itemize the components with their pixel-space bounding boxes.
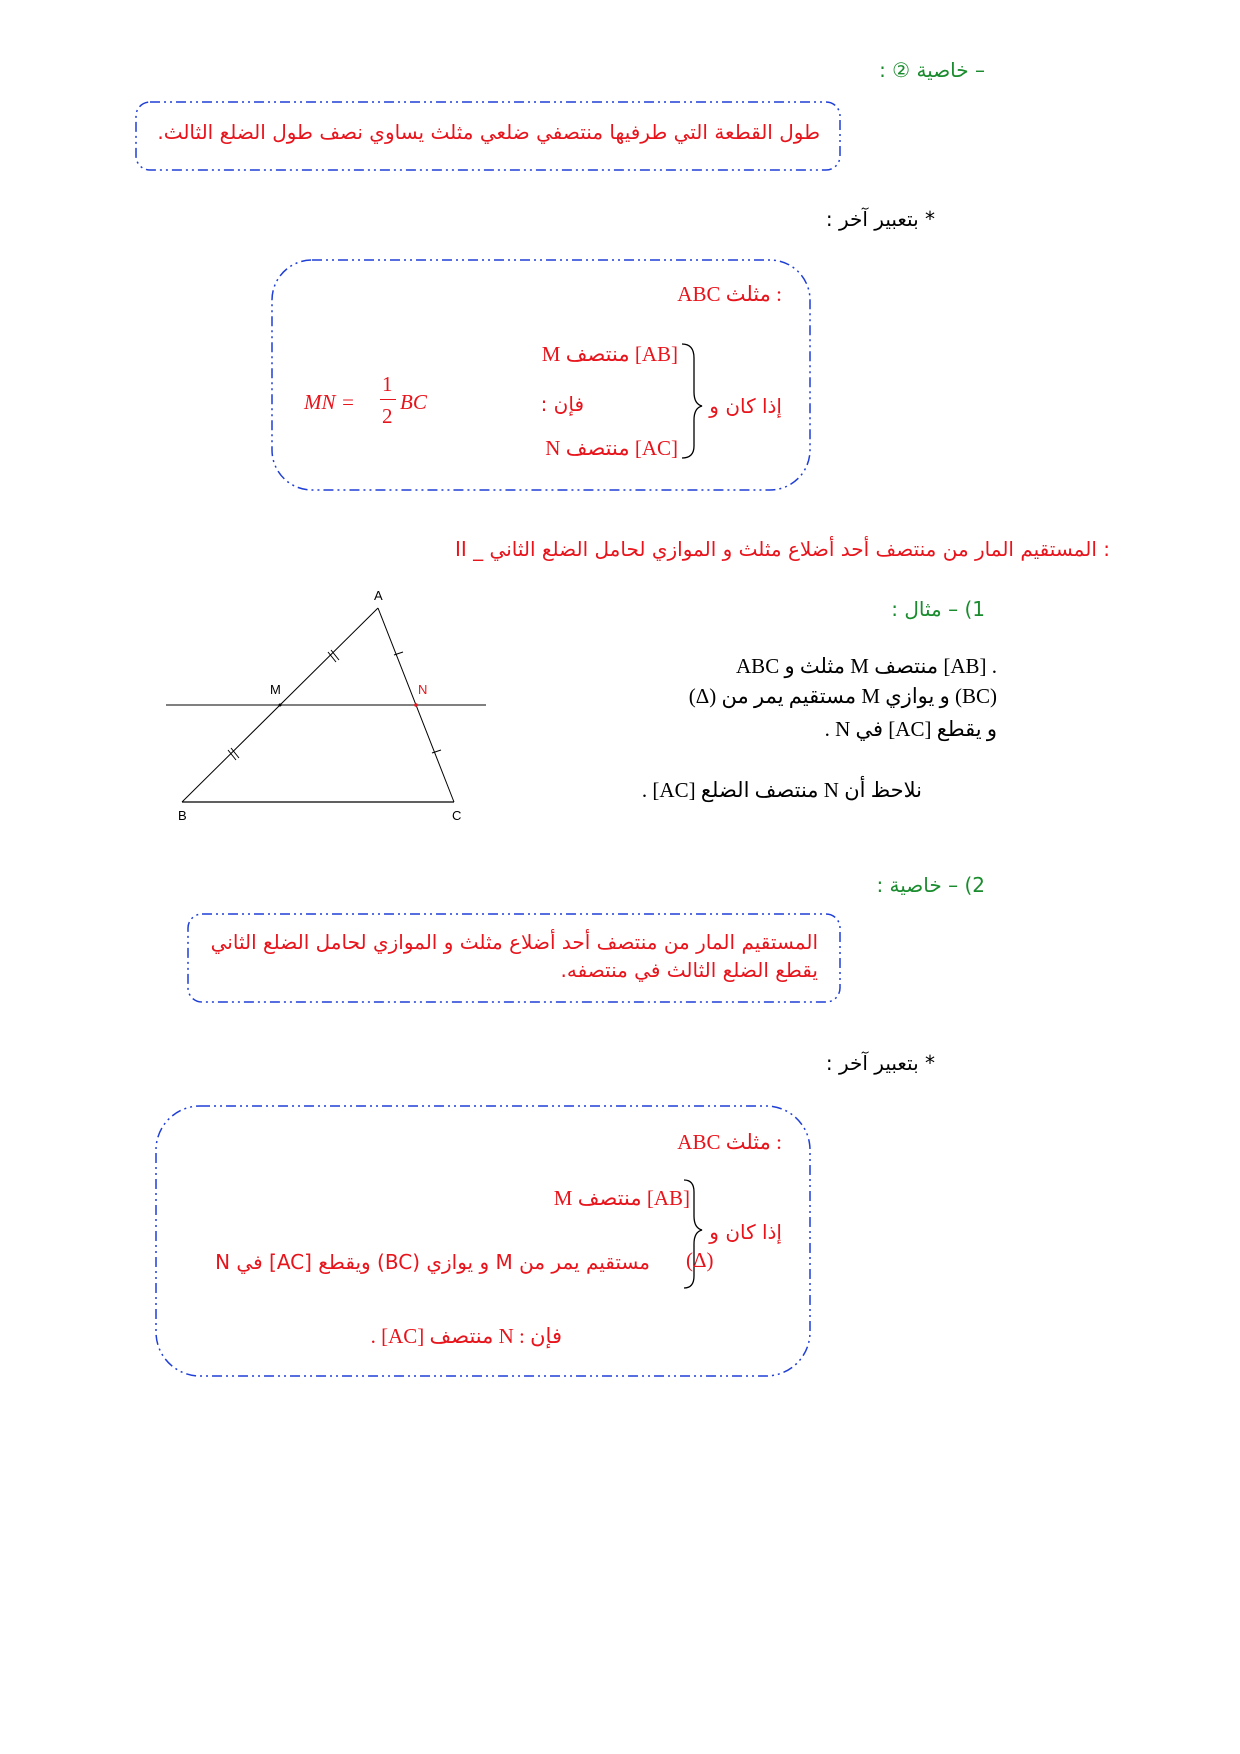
condition-n-midpoint: N منتصف [AC]	[545, 436, 678, 460]
given-triangle-1: ABC مثلث :	[677, 282, 782, 306]
conclusion-2: فإن : N منتصف [AC] .	[370, 1324, 562, 1348]
observation-note: نلاحظ أن N منتصف الضلع [AC] .	[641, 778, 922, 802]
example-line-1: ABC مثلث و M منتصف [AB] .	[736, 654, 997, 678]
example-line-2: (Δ) مستقيم يمر من M و يوازي (BC)	[688, 684, 997, 708]
section-ii-title: II _ المستقيم المار من منتصف أحد أضلاع مثلث و الموازي لحامل الضلع الثاني :	[455, 537, 1110, 561]
then-label-1: فإن :	[540, 392, 584, 416]
property-text-2-line2: يقطع الضلع الثالث في منتصفه.	[560, 958, 818, 982]
fraction-numerator: 1	[382, 372, 393, 396]
if-label-1: إذا كان و	[709, 394, 782, 418]
label-b: B	[178, 808, 187, 823]
property-text-1: طول القطعة التي طرفيها منتصفي ضلعي مثلث يساوي نصف طول الضلع الثالث.	[157, 120, 820, 144]
property-frame-1	[134, 100, 842, 172]
condition-m-midpoint: M منتصف [AB]	[541, 342, 678, 366]
label-n: N	[418, 682, 428, 697]
fraction-bar	[380, 399, 396, 400]
fraction-denominator: 2	[382, 404, 393, 428]
property-heading-2: – خاصية ② :	[879, 58, 985, 82]
example-line-3: و يقطع [AC] في N .	[824, 717, 997, 741]
given-triangle-2: ABC مثلث :	[677, 1130, 782, 1154]
statement-frame-2	[154, 1104, 812, 1378]
property-frame-2	[186, 912, 842, 1004]
other-expression-1: * بتعبير آخر :	[825, 207, 935, 231]
label-c: C	[452, 808, 462, 823]
label-m: M	[270, 682, 281, 697]
other-expression-2: * بتعبير آخر :	[825, 1051, 935, 1075]
triangle-figure	[160, 582, 500, 832]
delta-line-symbol: (Δ)	[686, 1248, 714, 1272]
property-text-2-line1: المستقيم المار من منتصف أحد أضلاع مثلث و الموازي لحامل الضلع الثاني	[210, 930, 818, 954]
label-a: A	[374, 588, 383, 603]
statement-frame-1	[270, 258, 812, 492]
formula-left: MN =	[304, 390, 355, 414]
if-label-2: إذا كان و	[709, 1220, 782, 1244]
property-heading-2b: 2) – خاصية :	[876, 873, 985, 897]
formula-right: BC	[400, 390, 427, 414]
condition-delta-line: مستقيم يمر من M و يوازي (BC) ويقطع [AC] في N	[215, 1250, 650, 1274]
condition-m-midpoint-2: M منتصف [AB]	[553, 1186, 690, 1210]
example-heading: 1) – مثال :	[891, 597, 985, 621]
